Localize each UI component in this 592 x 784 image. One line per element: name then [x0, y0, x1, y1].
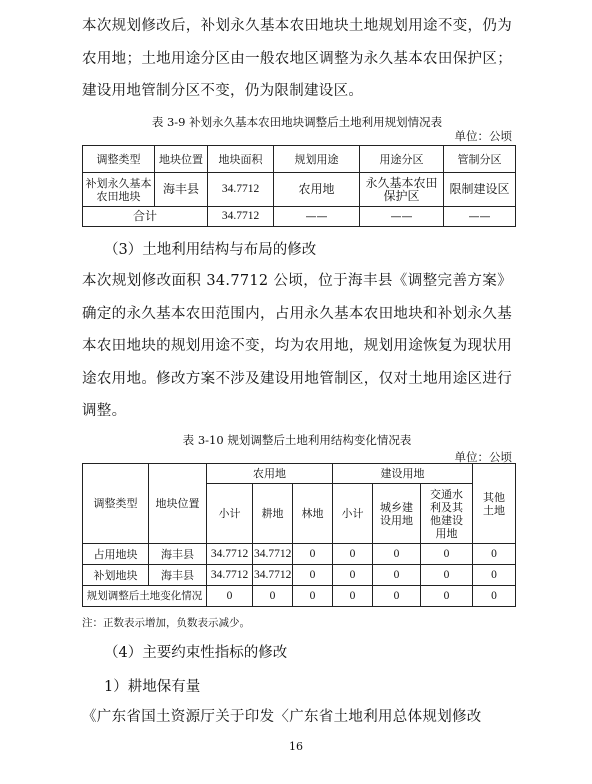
table-cell: 海丰县 [149, 565, 207, 586]
table-cell: 0 [333, 544, 373, 565]
subheader-cell: 交通水利及其他建设用地 [421, 484, 473, 544]
table-row [83, 544, 516, 565]
table-cell: 0 [473, 565, 516, 586]
table-cell: 规划调整后土地变化情况 [83, 586, 207, 607]
table1-caption: 表 3-9 补划永久基本农田地块调整后土地利用规划情况表 [151, 115, 443, 129]
subheader-cell: 小计 [333, 484, 373, 544]
header-group: 建设用地 [333, 464, 473, 484]
table-cell: 0 [207, 586, 253, 607]
table-cell: 永久基本农田保护区 [360, 173, 444, 207]
header-cell: 地块位置 [155, 146, 208, 173]
subheader-cell: 小计 [207, 484, 253, 544]
paragraph-1: 本次规划修改后，补划永久基本农田地块土地规划用途不变，仍为农用地；土地用途分区由一般农地区调整为永久基本农田保护区；建设用地管制分区不变，仍为限制建设区。 [82, 18, 512, 99]
table-cell: 0 [253, 586, 293, 607]
table-row [83, 173, 516, 207]
table-cell: 34.7712 [207, 544, 253, 565]
header-cell: 地块位置 [149, 464, 207, 544]
header-group: 农用地 [207, 464, 333, 484]
table-cell: 34.7712 [208, 173, 274, 207]
paragraph-3: 《广东省国土资源厅关于印发〈广东省土地利用总体规划修改 [82, 709, 482, 725]
total-cell: —— [274, 207, 360, 227]
table-cell: 0 [333, 565, 373, 586]
header-cell: 其他土地 [473, 464, 516, 544]
table-header-row [83, 146, 516, 173]
table-cell: 0 [373, 586, 421, 607]
table-note: 注：正数表示增加，负数表示减少。 [82, 617, 250, 629]
table-cell: 0 [421, 544, 473, 565]
table-cell: 0 [421, 565, 473, 586]
paragraph-2: 本次规划修改面积 34.7712 公顷，位于海丰县《调整完善方案》确定的永久基本农田范围内，占用永久基本农田地块和补划永久基本农田地块的规划用途不变，均为农用地，规划用途恢复为现状用途农用地。修改方案不涉及建设用地管制区，仅对土地用途区进行调整。 [82, 273, 512, 419]
total-cell: —— [444, 207, 516, 227]
header-cell: 规划用途 [274, 146, 360, 173]
total-label: 合计 [83, 207, 208, 227]
table-cell: 34.7712 [253, 565, 293, 586]
table-cell: 0 [473, 586, 516, 607]
table1-unit: 单位：公顷 [454, 129, 512, 143]
table-3-9 [82, 145, 516, 227]
subheader-cell: 林地 [293, 484, 333, 544]
table-cell: 0 [473, 544, 516, 565]
header-cell: 用途分区 [360, 146, 444, 173]
subsection-heading: 1）耕地保有量 [104, 679, 201, 695]
table-cell: 补划地块 [83, 565, 149, 586]
table-cell: 0 [373, 544, 421, 565]
table2-unit: 单位：公顷 [454, 450, 512, 464]
table-cell: 限制建设区 [444, 173, 516, 207]
table-cell: 海丰县 [149, 544, 207, 565]
table-cell: 农用地 [274, 173, 360, 207]
table-cell: 0 [333, 586, 373, 607]
total-cell: —— [360, 207, 444, 227]
table-cell: 补划永久基本农田地块 [83, 173, 155, 207]
table-total-row [83, 207, 516, 227]
table-cell: 0 [293, 565, 333, 586]
table-header-row [83, 464, 516, 484]
table-cell: 34.7712 [253, 544, 293, 565]
table-cell: 0 [421, 586, 473, 607]
header-cell: 地块面积 [208, 146, 274, 173]
total-area: 34.7712 [208, 207, 274, 227]
table-cell: 0 [373, 565, 421, 586]
header-cell: 调整类型 [83, 146, 155, 173]
table-cell: 34.7712 [207, 565, 253, 586]
section-heading-4: （4）主要约束性指标的修改 [104, 645, 288, 661]
subheader-cell: 耕地 [253, 484, 293, 544]
table-row [83, 586, 516, 607]
page-number: 16 [289, 740, 303, 753]
table-cell: 海丰县 [155, 173, 208, 207]
table-cell: 占用地块 [83, 544, 149, 565]
table2-caption: 表 3-10 规划调整后土地利用结构变化情况表 [182, 433, 412, 447]
section-heading-3: （3）土地利用结构与布局的修改 [104, 242, 317, 258]
table-cell: 0 [293, 586, 333, 607]
table-cell: 0 [293, 544, 333, 565]
subheader-cell: 城乡建设用地 [373, 484, 421, 544]
table-3-10 [82, 463, 516, 607]
header-cell: 调整类型 [83, 464, 149, 544]
header-cell: 管制分区 [444, 146, 516, 173]
table-row [83, 565, 516, 586]
